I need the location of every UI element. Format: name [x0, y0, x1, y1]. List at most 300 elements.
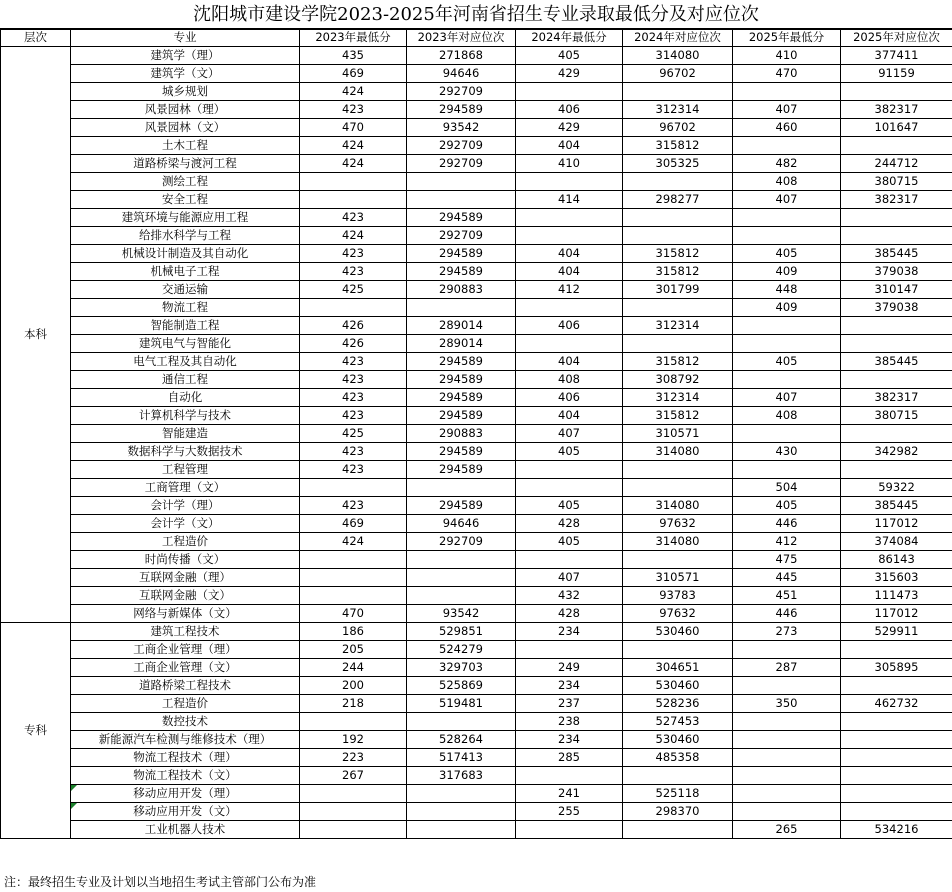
major-cell[interactable]: 会计学（理）: [71, 497, 300, 515]
rank-2025-cell[interactable]: 310147: [841, 281, 952, 299]
rank-2024-cell[interactable]: 312314: [623, 389, 733, 407]
rank-2025-cell[interactable]: 380715: [841, 407, 952, 425]
min-score-2025-cell[interactable]: 446: [733, 605, 841, 623]
min-score-2024-cell[interactable]: [516, 461, 623, 479]
header-major[interactable]: 专业: [71, 29, 300, 47]
min-score-2025-cell[interactable]: [733, 371, 841, 389]
min-score-2023-cell[interactable]: 425: [300, 281, 407, 299]
major-cell[interactable]: 建筑电气与智能化: [71, 335, 300, 353]
major-cell[interactable]: 建筑学（理）: [71, 47, 300, 65]
rank-2024-cell[interactable]: [623, 821, 733, 839]
rank-2025-cell[interactable]: 374084: [841, 533, 952, 551]
rank-2023-cell[interactable]: 94646: [407, 515, 516, 533]
major-cell[interactable]: 智能建造: [71, 425, 300, 443]
rank-2023-cell[interactable]: 294589: [407, 461, 516, 479]
rank-2023-cell[interactable]: [407, 713, 516, 731]
rank-2024-cell[interactable]: 530460: [623, 677, 733, 695]
major-cell[interactable]: 物流工程技术（文）: [71, 767, 300, 785]
major-cell[interactable]: 工商企业管理（文）: [71, 659, 300, 677]
header-2025-min-score[interactable]: 2025年最低分: [733, 29, 841, 47]
min-score-2025-cell[interactable]: 410: [733, 47, 841, 65]
rank-2025-cell[interactable]: 117012: [841, 515, 952, 533]
rank-2024-cell[interactable]: [623, 227, 733, 245]
major-cell[interactable]: 自动化: [71, 389, 300, 407]
rank-2024-cell[interactable]: 315812: [623, 407, 733, 425]
rank-2023-cell[interactable]: 294589: [407, 101, 516, 119]
min-score-2023-cell[interactable]: 469: [300, 65, 407, 83]
min-score-2023-cell[interactable]: [300, 173, 407, 191]
rank-2025-cell[interactable]: 385445: [841, 353, 952, 371]
major-cell[interactable]: 移动应用开发（理）: [71, 785, 300, 803]
rank-2025-cell[interactable]: 111473: [841, 587, 952, 605]
major-cell[interactable]: 会计学（文）: [71, 515, 300, 533]
min-score-2024-cell[interactable]: 255: [516, 803, 623, 821]
major-cell[interactable]: 城乡规划: [71, 83, 300, 101]
rank-2024-cell[interactable]: 314080: [623, 497, 733, 515]
min-score-2025-cell[interactable]: 407: [733, 101, 841, 119]
min-score-2024-cell[interactable]: 405: [516, 497, 623, 515]
major-cell[interactable]: 互联网金融（文）: [71, 587, 300, 605]
min-score-2024-cell[interactable]: 238: [516, 713, 623, 731]
rank-2025-cell[interactable]: 377411: [841, 47, 952, 65]
rank-2025-cell[interactable]: 101647: [841, 119, 952, 137]
rank-2024-cell[interactable]: 525118: [623, 785, 733, 803]
min-score-2025-cell[interactable]: [733, 83, 841, 101]
min-score-2025-cell[interactable]: [733, 767, 841, 785]
rank-2024-cell[interactable]: [623, 767, 733, 785]
rank-2023-cell[interactable]: [407, 191, 516, 209]
min-score-2023-cell[interactable]: 423: [300, 389, 407, 407]
header-2024-min-score[interactable]: 2024年最低分: [516, 29, 623, 47]
rank-2023-cell[interactable]: 294589: [407, 245, 516, 263]
header-2023-rank[interactable]: 2023年对应位次: [407, 29, 516, 47]
rank-2024-cell[interactable]: [623, 209, 733, 227]
major-cell[interactable]: 新能源汽车检测与维修技术（理）: [71, 731, 300, 749]
rank-2023-cell[interactable]: 292709: [407, 83, 516, 101]
rank-2024-cell[interactable]: 528236: [623, 695, 733, 713]
min-score-2024-cell[interactable]: 249: [516, 659, 623, 677]
rank-2024-cell[interactable]: 314080: [623, 533, 733, 551]
min-score-2023-cell[interactable]: [300, 785, 407, 803]
rank-2023-cell[interactable]: 289014: [407, 335, 516, 353]
min-score-2023-cell[interactable]: [300, 479, 407, 497]
rank-2023-cell[interactable]: [407, 587, 516, 605]
min-score-2025-cell[interactable]: [733, 785, 841, 803]
rank-2023-cell[interactable]: 294589: [407, 497, 516, 515]
min-score-2025-cell[interactable]: [733, 677, 841, 695]
major-cell[interactable]: 土木工程: [71, 137, 300, 155]
rank-2023-cell[interactable]: 290883: [407, 425, 516, 443]
min-score-2023-cell[interactable]: 470: [300, 119, 407, 137]
min-score-2025-cell[interactable]: [733, 461, 841, 479]
min-score-2023-cell[interactable]: 423: [300, 245, 407, 263]
min-score-2025-cell[interactable]: 407: [733, 191, 841, 209]
rank-2024-cell[interactable]: 304651: [623, 659, 733, 677]
rank-2023-cell[interactable]: 290883: [407, 281, 516, 299]
min-score-2024-cell[interactable]: 406: [516, 101, 623, 119]
min-score-2023-cell[interactable]: [300, 569, 407, 587]
rank-2023-cell[interactable]: 294589: [407, 209, 516, 227]
min-score-2025-cell[interactable]: [733, 803, 841, 821]
min-score-2024-cell[interactable]: 406: [516, 389, 623, 407]
min-score-2024-cell[interactable]: [516, 479, 623, 497]
major-cell[interactable]: 工程造价: [71, 695, 300, 713]
min-score-2025-cell[interactable]: 446: [733, 515, 841, 533]
min-score-2023-cell[interactable]: 423: [300, 371, 407, 389]
rank-2025-cell[interactable]: [841, 785, 952, 803]
rank-2023-cell[interactable]: 524279: [407, 641, 516, 659]
min-score-2024-cell[interactable]: 234: [516, 677, 623, 695]
rank-2025-cell[interactable]: [841, 641, 952, 659]
min-score-2024-cell[interactable]: 412: [516, 281, 623, 299]
rank-2023-cell[interactable]: 329703: [407, 659, 516, 677]
header-2023-min-score[interactable]: 2023年最低分: [300, 29, 407, 47]
min-score-2024-cell[interactable]: 405: [516, 47, 623, 65]
min-score-2023-cell[interactable]: 423: [300, 443, 407, 461]
min-score-2024-cell[interactable]: [516, 173, 623, 191]
min-score-2025-cell[interactable]: [733, 209, 841, 227]
rank-2025-cell[interactable]: 86143: [841, 551, 952, 569]
major-cell[interactable]: 测绘工程: [71, 173, 300, 191]
rank-2023-cell[interactable]: 93542: [407, 119, 516, 137]
header-2024-rank[interactable]: 2024年对应位次: [623, 29, 733, 47]
level-cell[interactable]: 专科: [1, 623, 71, 839]
min-score-2023-cell[interactable]: [300, 803, 407, 821]
rank-2023-cell[interactable]: 294589: [407, 263, 516, 281]
rank-2025-cell[interactable]: [841, 749, 952, 767]
min-score-2023-cell[interactable]: 424: [300, 137, 407, 155]
min-score-2024-cell[interactable]: 428: [516, 515, 623, 533]
rank-2025-cell[interactable]: [841, 461, 952, 479]
min-score-2023-cell[interactable]: 426: [300, 317, 407, 335]
rank-2025-cell[interactable]: 380715: [841, 173, 952, 191]
min-score-2024-cell[interactable]: 429: [516, 119, 623, 137]
min-score-2025-cell[interactable]: [733, 641, 841, 659]
rank-2023-cell[interactable]: 93542: [407, 605, 516, 623]
major-cell[interactable]: 道路桥梁与渡河工程: [71, 155, 300, 173]
min-score-2023-cell[interactable]: 425: [300, 425, 407, 443]
min-score-2024-cell[interactable]: 406: [516, 317, 623, 335]
min-score-2023-cell[interactable]: 424: [300, 155, 407, 173]
major-cell[interactable]: 数据科学与大数据技术: [71, 443, 300, 461]
rank-2024-cell[interactable]: [623, 83, 733, 101]
min-score-2024-cell[interactable]: 234: [516, 731, 623, 749]
rank-2025-cell[interactable]: 382317: [841, 389, 952, 407]
min-score-2023-cell[interactable]: 423: [300, 263, 407, 281]
min-score-2025-cell[interactable]: 475: [733, 551, 841, 569]
min-score-2023-cell[interactable]: 423: [300, 497, 407, 515]
rank-2024-cell[interactable]: 314080: [623, 47, 733, 65]
min-score-2025-cell[interactable]: 273: [733, 623, 841, 641]
rank-2024-cell[interactable]: 310571: [623, 425, 733, 443]
major-cell[interactable]: 交通运输: [71, 281, 300, 299]
min-score-2024-cell[interactable]: 404: [516, 353, 623, 371]
major-cell[interactable]: 建筑环境与能源应用工程: [71, 209, 300, 227]
rank-2023-cell[interactable]: 317683: [407, 767, 516, 785]
rank-2025-cell[interactable]: 462732: [841, 695, 952, 713]
min-score-2023-cell[interactable]: 423: [300, 101, 407, 119]
rank-2025-cell[interactable]: 529911: [841, 623, 952, 641]
rank-2024-cell[interactable]: 527453: [623, 713, 733, 731]
rank-2025-cell[interactable]: [841, 731, 952, 749]
min-score-2025-cell[interactable]: 482: [733, 155, 841, 173]
rank-2025-cell[interactable]: 117012: [841, 605, 952, 623]
major-cell[interactable]: 机械电子工程: [71, 263, 300, 281]
rank-2023-cell[interactable]: 528264: [407, 731, 516, 749]
rank-2025-cell[interactable]: [841, 227, 952, 245]
min-score-2024-cell[interactable]: 407: [516, 569, 623, 587]
major-cell[interactable]: 工商企业管理（理）: [71, 641, 300, 659]
rank-2024-cell[interactable]: 530460: [623, 623, 733, 641]
rank-2025-cell[interactable]: 379038: [841, 263, 952, 281]
rank-2025-cell[interactable]: [841, 335, 952, 353]
rank-2023-cell[interactable]: [407, 569, 516, 587]
major-cell[interactable]: 风景园林（理）: [71, 101, 300, 119]
major-cell[interactable]: 智能制造工程: [71, 317, 300, 335]
min-score-2025-cell[interactable]: [733, 425, 841, 443]
min-score-2023-cell[interactable]: 423: [300, 353, 407, 371]
min-score-2025-cell[interactable]: [733, 335, 841, 353]
rank-2025-cell[interactable]: [841, 803, 952, 821]
rank-2023-cell[interactable]: 292709: [407, 155, 516, 173]
rank-2024-cell[interactable]: 97632: [623, 515, 733, 533]
major-cell[interactable]: 机械设计制造及其自动化: [71, 245, 300, 263]
min-score-2023-cell[interactable]: 192: [300, 731, 407, 749]
min-score-2024-cell[interactable]: 429: [516, 65, 623, 83]
min-score-2023-cell[interactable]: 424: [300, 227, 407, 245]
rank-2025-cell[interactable]: 342982: [841, 443, 952, 461]
min-score-2025-cell[interactable]: 405: [733, 245, 841, 263]
rank-2024-cell[interactable]: 305325: [623, 155, 733, 173]
min-score-2024-cell[interactable]: [516, 299, 623, 317]
rank-2023-cell[interactable]: 529851: [407, 623, 516, 641]
min-score-2024-cell[interactable]: 432: [516, 587, 623, 605]
major-cell[interactable]: 工程管理: [71, 461, 300, 479]
rank-2023-cell[interactable]: [407, 803, 516, 821]
min-score-2023-cell[interactable]: 469: [300, 515, 407, 533]
major-cell[interactable]: 通信工程: [71, 371, 300, 389]
min-score-2023-cell[interactable]: 423: [300, 407, 407, 425]
min-score-2023-cell[interactable]: 205: [300, 641, 407, 659]
rank-2025-cell[interactable]: [841, 371, 952, 389]
min-score-2023-cell[interactable]: 223: [300, 749, 407, 767]
rank-2025-cell[interactable]: [841, 137, 952, 155]
min-score-2023-cell[interactable]: 435: [300, 47, 407, 65]
min-score-2023-cell[interactable]: 424: [300, 533, 407, 551]
min-score-2024-cell[interactable]: [516, 641, 623, 659]
min-score-2024-cell[interactable]: [516, 209, 623, 227]
rank-2025-cell[interactable]: 382317: [841, 191, 952, 209]
rank-2023-cell[interactable]: 294589: [407, 371, 516, 389]
rank-2025-cell[interactable]: [841, 767, 952, 785]
header-2025-rank[interactable]: 2025年对应位次: [841, 29, 952, 47]
rank-2025-cell[interactable]: 59322: [841, 479, 952, 497]
min-score-2025-cell[interactable]: 412: [733, 533, 841, 551]
min-score-2025-cell[interactable]: [733, 227, 841, 245]
min-score-2024-cell[interactable]: [516, 227, 623, 245]
rank-2023-cell[interactable]: 271868: [407, 47, 516, 65]
min-score-2025-cell[interactable]: 287: [733, 659, 841, 677]
major-cell[interactable]: 移动应用开发（文）: [71, 803, 300, 821]
major-cell[interactable]: 道路桥梁工程技术: [71, 677, 300, 695]
rank-2024-cell[interactable]: 530460: [623, 731, 733, 749]
rank-2023-cell[interactable]: 294589: [407, 389, 516, 407]
min-score-2025-cell[interactable]: 451: [733, 587, 841, 605]
major-cell[interactable]: 建筑工程技术: [71, 623, 300, 641]
rank-2025-cell[interactable]: 305895: [841, 659, 952, 677]
min-score-2024-cell[interactable]: 404: [516, 407, 623, 425]
min-score-2023-cell[interactable]: 470: [300, 605, 407, 623]
min-score-2023-cell[interactable]: 426: [300, 335, 407, 353]
major-cell[interactable]: 安全工程: [71, 191, 300, 209]
min-score-2025-cell[interactable]: 470: [733, 65, 841, 83]
min-score-2024-cell[interactable]: 241: [516, 785, 623, 803]
rank-2024-cell[interactable]: 298370: [623, 803, 733, 821]
rank-2024-cell[interactable]: [623, 641, 733, 659]
min-score-2023-cell[interactable]: [300, 299, 407, 317]
min-score-2024-cell[interactable]: 404: [516, 245, 623, 263]
rank-2025-cell[interactable]: [841, 425, 952, 443]
rank-2024-cell[interactable]: 310571: [623, 569, 733, 587]
min-score-2024-cell[interactable]: 410: [516, 155, 623, 173]
min-score-2025-cell[interactable]: [733, 713, 841, 731]
rank-2024-cell[interactable]: 93783: [623, 587, 733, 605]
rank-2024-cell[interactable]: 314080: [623, 443, 733, 461]
min-score-2023-cell[interactable]: [300, 821, 407, 839]
rank-2023-cell[interactable]: 292709: [407, 227, 516, 245]
min-score-2023-cell[interactable]: 424: [300, 83, 407, 101]
min-score-2024-cell[interactable]: 404: [516, 263, 623, 281]
min-score-2024-cell[interactable]: [516, 551, 623, 569]
min-score-2023-cell[interactable]: 218: [300, 695, 407, 713]
rank-2024-cell[interactable]: [623, 335, 733, 353]
min-score-2025-cell[interactable]: 265: [733, 821, 841, 839]
min-score-2025-cell[interactable]: 408: [733, 173, 841, 191]
major-cell[interactable]: 给排水科学与工程: [71, 227, 300, 245]
min-score-2023-cell[interactable]: 423: [300, 461, 407, 479]
major-cell[interactable]: 工业机器人技术: [71, 821, 300, 839]
min-score-2024-cell[interactable]: 405: [516, 443, 623, 461]
rank-2023-cell[interactable]: 292709: [407, 533, 516, 551]
min-score-2025-cell[interactable]: 350: [733, 695, 841, 713]
rank-2024-cell[interactable]: 312314: [623, 317, 733, 335]
major-cell[interactable]: 建筑学（文）: [71, 65, 300, 83]
min-score-2025-cell[interactable]: 460: [733, 119, 841, 137]
min-score-2025-cell[interactable]: 504: [733, 479, 841, 497]
min-score-2024-cell[interactable]: 407: [516, 425, 623, 443]
min-score-2024-cell[interactable]: [516, 335, 623, 353]
rank-2023-cell[interactable]: [407, 173, 516, 191]
min-score-2023-cell[interactable]: 244: [300, 659, 407, 677]
min-score-2025-cell[interactable]: [733, 137, 841, 155]
rank-2024-cell[interactable]: [623, 299, 733, 317]
rank-2023-cell[interactable]: 294589: [407, 443, 516, 461]
min-score-2024-cell[interactable]: 237: [516, 695, 623, 713]
min-score-2023-cell[interactable]: 186: [300, 623, 407, 641]
rank-2025-cell[interactable]: [841, 209, 952, 227]
min-score-2023-cell[interactable]: [300, 713, 407, 731]
rank-2023-cell[interactable]: [407, 551, 516, 569]
rank-2025-cell[interactable]: 379038: [841, 299, 952, 317]
min-score-2024-cell[interactable]: 404: [516, 137, 623, 155]
min-score-2025-cell[interactable]: 409: [733, 263, 841, 281]
min-score-2025-cell[interactable]: 405: [733, 353, 841, 371]
rank-2023-cell[interactable]: 94646: [407, 65, 516, 83]
major-cell[interactable]: 计算机科学与技术: [71, 407, 300, 425]
min-score-2025-cell[interactable]: [733, 731, 841, 749]
min-score-2024-cell[interactable]: 408: [516, 371, 623, 389]
rank-2025-cell[interactable]: 244712: [841, 155, 952, 173]
min-score-2025-cell[interactable]: 409: [733, 299, 841, 317]
major-cell[interactable]: 电气工程及其自动化: [71, 353, 300, 371]
rank-2023-cell[interactable]: [407, 299, 516, 317]
min-score-2025-cell[interactable]: [733, 749, 841, 767]
rank-2025-cell[interactable]: 91159: [841, 65, 952, 83]
rank-2023-cell[interactable]: [407, 821, 516, 839]
min-score-2024-cell[interactable]: 414: [516, 191, 623, 209]
rank-2024-cell[interactable]: [623, 479, 733, 497]
rank-2024-cell[interactable]: [623, 173, 733, 191]
rank-2023-cell[interactable]: [407, 479, 516, 497]
min-score-2024-cell[interactable]: 428: [516, 605, 623, 623]
min-score-2023-cell[interactable]: 267: [300, 767, 407, 785]
min-score-2023-cell[interactable]: 423: [300, 209, 407, 227]
rank-2023-cell[interactable]: 517413: [407, 749, 516, 767]
rank-2023-cell[interactable]: [407, 785, 516, 803]
rank-2025-cell[interactable]: [841, 677, 952, 695]
major-cell[interactable]: 工程造价: [71, 533, 300, 551]
rank-2025-cell[interactable]: [841, 713, 952, 731]
min-score-2025-cell[interactable]: 445: [733, 569, 841, 587]
major-cell[interactable]: 物流工程: [71, 299, 300, 317]
major-cell[interactable]: 网络与新媒体（文）: [71, 605, 300, 623]
min-score-2024-cell[interactable]: 405: [516, 533, 623, 551]
min-score-2025-cell[interactable]: 408: [733, 407, 841, 425]
rank-2024-cell[interactable]: 97632: [623, 605, 733, 623]
min-score-2023-cell[interactable]: [300, 191, 407, 209]
rank-2025-cell[interactable]: 385445: [841, 245, 952, 263]
rank-2023-cell[interactable]: 525869: [407, 677, 516, 695]
rank-2023-cell[interactable]: 294589: [407, 353, 516, 371]
major-cell[interactable]: 工商管理（文）: [71, 479, 300, 497]
major-cell[interactable]: 数控技术: [71, 713, 300, 731]
rank-2023-cell[interactable]: 519481: [407, 695, 516, 713]
rank-2024-cell[interactable]: 315812: [623, 245, 733, 263]
rank-2023-cell[interactable]: 289014: [407, 317, 516, 335]
rank-2024-cell[interactable]: 96702: [623, 65, 733, 83]
min-score-2023-cell[interactable]: [300, 551, 407, 569]
rank-2024-cell[interactable]: 96702: [623, 119, 733, 137]
rank-2025-cell[interactable]: 315603: [841, 569, 952, 587]
min-score-2024-cell[interactable]: 285: [516, 749, 623, 767]
min-score-2025-cell[interactable]: 407: [733, 389, 841, 407]
rank-2024-cell[interactable]: [623, 551, 733, 569]
rank-2023-cell[interactable]: 292709: [407, 137, 516, 155]
min-score-2024-cell[interactable]: [516, 767, 623, 785]
min-score-2023-cell[interactable]: 200: [300, 677, 407, 695]
header-level[interactable]: 层次: [1, 29, 71, 47]
rank-2024-cell[interactable]: [623, 461, 733, 479]
major-cell[interactable]: 物流工程技术（理）: [71, 749, 300, 767]
rank-2025-cell[interactable]: 382317: [841, 101, 952, 119]
min-score-2024-cell[interactable]: [516, 83, 623, 101]
rank-2024-cell[interactable]: 485358: [623, 749, 733, 767]
rank-2024-cell[interactable]: 301799: [623, 281, 733, 299]
level-cell[interactable]: 本科: [1, 47, 71, 623]
min-score-2025-cell[interactable]: 405: [733, 497, 841, 515]
major-cell[interactable]: 时尚传播（文）: [71, 551, 300, 569]
rank-2025-cell[interactable]: 385445: [841, 497, 952, 515]
